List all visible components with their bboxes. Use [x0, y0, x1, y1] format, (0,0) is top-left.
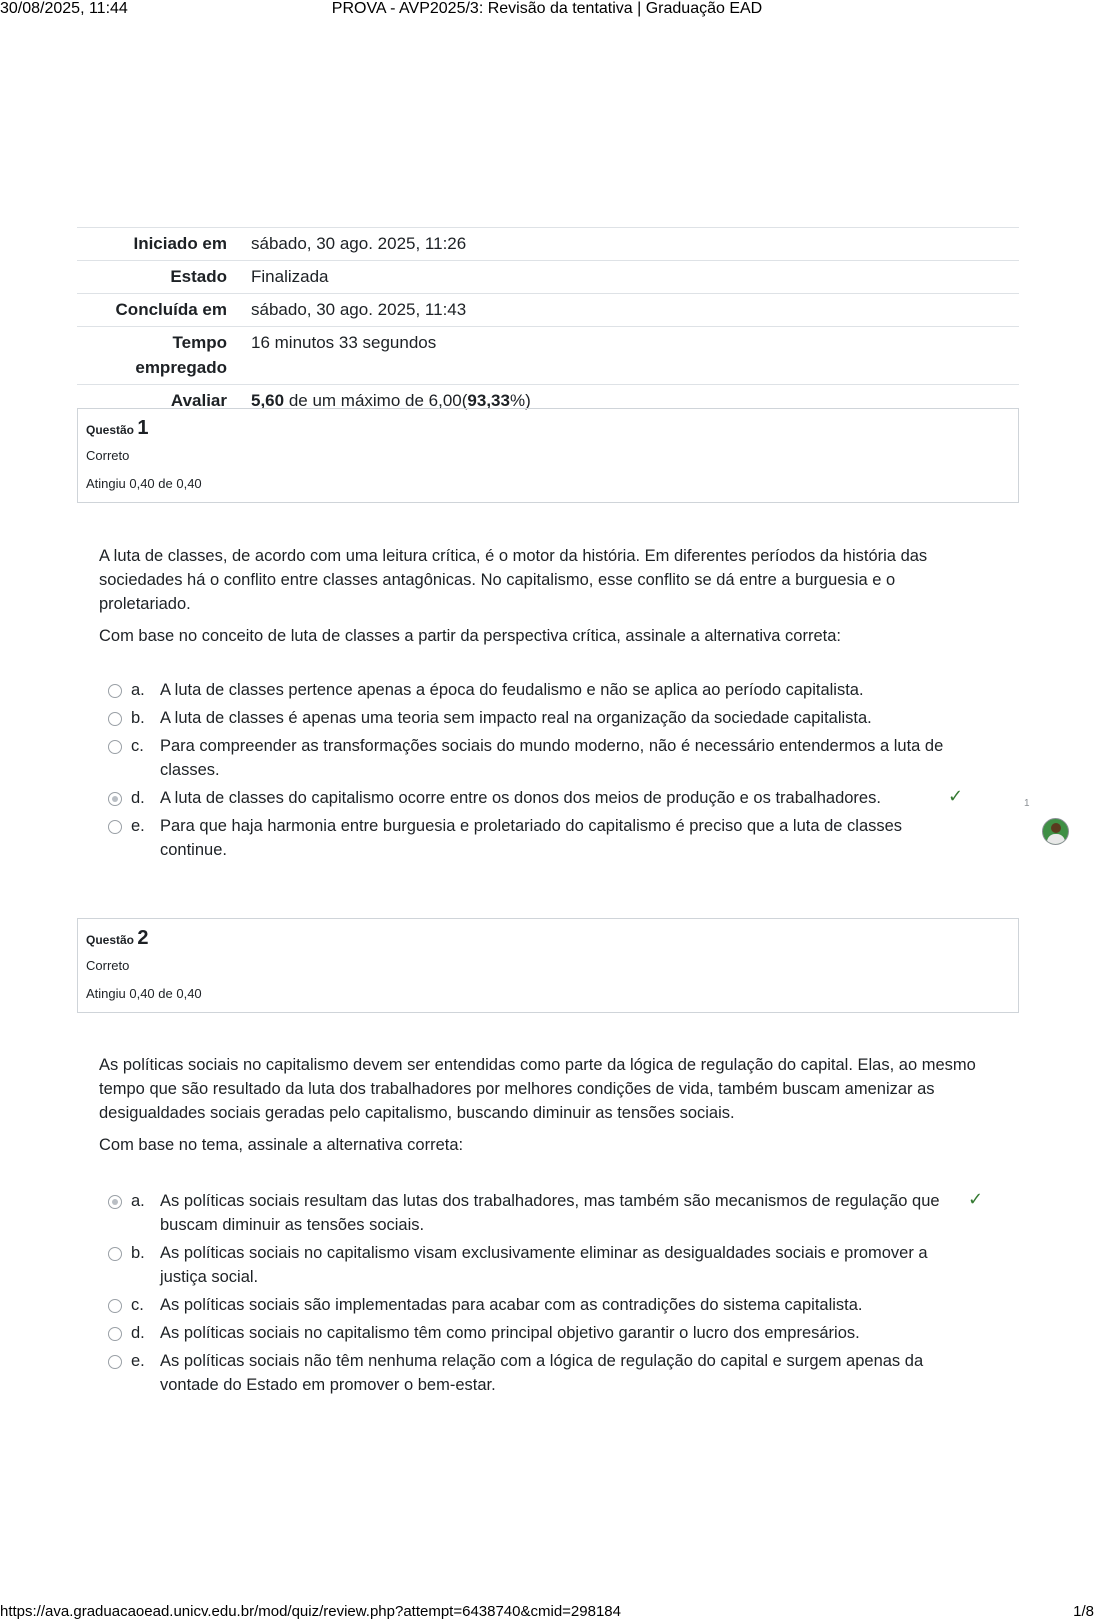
check-icon: ✓: [948, 786, 964, 806]
radio-button[interactable]: [108, 1355, 122, 1369]
answer-letter: d.: [131, 789, 145, 807]
question-number: [86, 417, 1010, 440]
time-label: [77, 327, 243, 385]
question-2-text: [99, 1053, 991, 1165]
question-label: Questão: [86, 933, 138, 947]
print-datetime: 30/08/2025, 11:44: [0, 0, 128, 17]
answer-letter: c.: [131, 1296, 144, 1314]
question-2-answers: [106, 1189, 996, 1401]
avatar-icon[interactable]: [1042, 818, 1069, 845]
answer-text: As políticas sociais não têm nenhuma relação com a lógica de regulação do capital e surgem apenas da vontade do Estado em promover o bem-estar.: [160, 1352, 924, 1394]
question-2-info: [77, 918, 1019, 1013]
answer-text: A luta de classes é apenas uma teoria sem impacto real na organização da sociedade capitalista.: [160, 709, 872, 727]
answer-option-a[interactable]: [106, 678, 996, 702]
question-number-value: 1: [137, 417, 149, 439]
started-value: sábado, 30 ago. 2025, 11:26: [243, 228, 1019, 261]
answer-text: A luta de classes do capitalismo ocorre entre os donos dos meios de produção e os trabalhadores.: [160, 789, 881, 807]
question-text-paragraph: As políticas sociais no capitalismo devem ser entendidas como parte da lógica de regulação do capital. Elas, ao mesmo tempo que são resultado da luta dos trabalhadores por melhores condições de vida, também buscam amenizar as desigualdades sociais geradas pelo capitalismo, buscando diminuir as tensões sociais.: [99, 1056, 976, 1122]
question-grade: Atingiu 0,40 de 0,40: [86, 986, 202, 1001]
grade-score: 5,60: [251, 391, 285, 410]
attempt-summary-table: [77, 227, 1019, 417]
grade-label: Avaliar: [77, 385, 243, 418]
summary-row-time: [77, 327, 1019, 385]
check-icon: ✓: [968, 1189, 984, 1209]
answer-option-c[interactable]: [106, 734, 996, 782]
question-text-paragraph: A luta de classes, de acordo com uma leitura crítica, é o motor da história. Em diferentes períodos da história das sociedades há o conflito entre classes antagônicas. No capitalismo, esse conflito se dá entre a burguesia e o proletariado.: [99, 547, 928, 613]
answer-text: As políticas sociais no capitalismo têm como principal objetivo garantir o lucro dos empresários.: [160, 1324, 860, 1342]
question-grade: Atingiu 0,40 de 0,40: [86, 476, 202, 491]
answer-text: Para que haja harmonia entre burguesia e proletariado do capitalismo é preciso que a luta de classes continue.: [160, 817, 903, 859]
answer-option-e[interactable]: [106, 814, 996, 862]
print-url: https://ava.graduacaoead.unicv.edu.br/mod/quiz/review.php?attempt=6438740&cmid=298184: [0, 1603, 621, 1620]
radio-button[interactable]: [108, 684, 122, 698]
question-prompt: Com base no conceito de luta de classes a partir da perspectiva crítica, assinale a alternativa correta:: [99, 627, 841, 645]
time-label-line-1: Tempo: [172, 333, 227, 352]
answer-text: As políticas sociais resultam das lutas dos trabalhadores, mas também são mecanismos de regulação que buscam diminuir as tensões sociais.: [160, 1192, 940, 1234]
answer-letter: a.: [131, 681, 145, 699]
time-value: 16 minutos 33 segundos: [243, 327, 1019, 385]
grade-text: de um máximo de 6,00(: [284, 391, 468, 410]
side-counter: 1: [1024, 798, 1030, 809]
grade-percent: 93,33: [467, 391, 510, 410]
time-label-line-2: empregado: [135, 358, 227, 377]
radio-button[interactable]: [108, 712, 122, 726]
state-label: Estado: [77, 261, 243, 294]
answer-text: Para compreender as transformações sociais do mundo moderno, não é necessário entendermos a luta de classes.: [160, 737, 944, 779]
radio-button[interactable]: [108, 820, 122, 834]
answer-letter: e.: [131, 1352, 145, 1370]
question-1-answers: [106, 678, 996, 866]
completed-value: sábado, 30 ago. 2025, 11:43: [243, 294, 1019, 327]
summary-row-state: [77, 261, 1019, 294]
print-footer: [0, 1603, 1094, 1621]
question-prompt: Com base no tema, assinale a alternativa correta:: [99, 1136, 464, 1154]
radio-button[interactable]: [108, 1299, 122, 1313]
radio-button[interactable]: [108, 1247, 122, 1261]
state-value: Finalizada: [243, 261, 1019, 294]
question-number: [86, 927, 1010, 950]
print-page-number: 1/8: [1073, 1603, 1094, 1620]
question-number-value: 2: [137, 927, 149, 949]
question-1-text: [99, 544, 991, 656]
answer-option-b[interactable]: [106, 706, 996, 730]
answer-option-d[interactable]: [106, 786, 996, 810]
answer-letter: a.: [131, 1192, 145, 1210]
summary-row-started: [77, 228, 1019, 261]
radio-button-selected[interactable]: [108, 1195, 122, 1209]
question-label: Questão: [86, 423, 138, 437]
answer-option-c[interactable]: [106, 1293, 996, 1317]
question-state: Correto: [86, 958, 130, 973]
answer-option-a[interactable]: [106, 1189, 996, 1237]
radio-button[interactable]: [108, 1327, 122, 1341]
answer-option-d[interactable]: [106, 1321, 996, 1345]
radio-button-selected[interactable]: [108, 792, 122, 806]
grade-suffix: %): [509, 391, 531, 410]
answer-letter: b.: [131, 1244, 145, 1262]
print-page-title: PROVA - AVP2025/3: Revisão da tentativa | Graduação EAD: [331, 0, 763, 17]
answer-text: As políticas sociais no capitalismo visam exclusivamente eliminar as desigualdades sociais e promover a justiça social.: [160, 1244, 928, 1286]
summary-row-completed: [77, 294, 1019, 327]
answer-text: A luta de classes pertence apenas a época do feudalismo e não se aplica ao período capitalista.: [160, 681, 864, 699]
started-label: Iniciado em: [77, 228, 243, 261]
answer-option-b[interactable]: [106, 1241, 996, 1289]
completed-label: Concluída em: [77, 294, 243, 327]
print-header: [0, 0, 1094, 18]
answer-text: As políticas sociais são implementadas para acabar com as contradições do sistema capitalista.: [160, 1296, 863, 1314]
question-1-info: [77, 408, 1019, 503]
answer-letter: e.: [131, 817, 145, 835]
radio-button[interactable]: [108, 740, 122, 754]
question-state: Correto: [86, 448, 130, 463]
answer-letter: d.: [131, 1324, 145, 1342]
answer-option-e[interactable]: [106, 1349, 996, 1397]
answer-letter: b.: [131, 709, 145, 727]
answer-letter: c.: [131, 737, 144, 755]
